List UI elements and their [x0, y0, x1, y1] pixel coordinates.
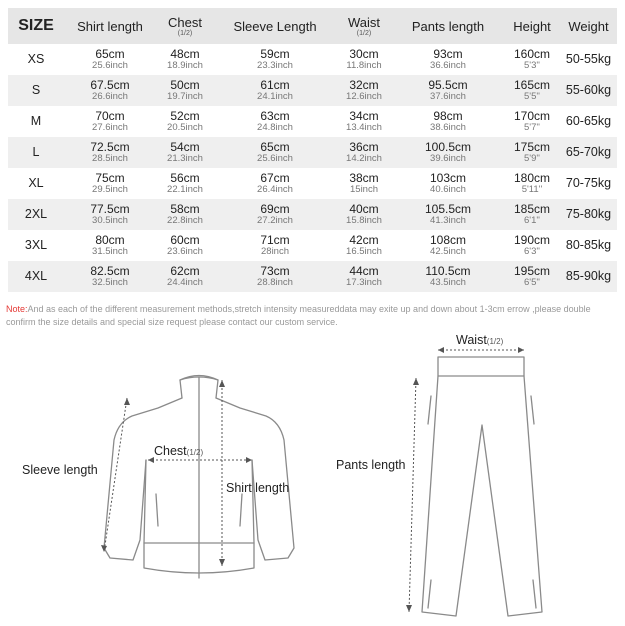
chest-cell: 54cm 21.3inch — [167, 140, 203, 165]
waist-cell: 40cm 15.8inch — [346, 202, 382, 227]
pants-cell: 100.5cm 39.6inch — [424, 140, 472, 165]
weight-cell: 50-55kg — [565, 52, 612, 67]
weight-cell: 70-75kg — [565, 176, 612, 191]
height-cell: 175cm 5'9'' — [513, 140, 551, 165]
sleeve-cell: 61cm 24.1inch — [257, 78, 293, 103]
sleeve-cell: 73cm 28.8inch — [257, 264, 293, 289]
height-cell: 160cm 5'3'' — [513, 47, 551, 72]
height-cell: 165cm 5'5'' — [513, 78, 551, 103]
waist-cell: 44cm 17.3inch — [346, 264, 382, 289]
header-shirt-length: Shirt length — [77, 18, 143, 34]
pants-drawing — [422, 357, 542, 616]
size-cell: XL — [28, 176, 44, 191]
chest-cell: 52cm 20.5inch — [167, 109, 203, 134]
chest-cell: 56cm 22.1inch — [167, 171, 203, 196]
chest-cell: 50cm 19.7inch — [167, 78, 203, 103]
shirt-cell: 75cm 29.5inch — [92, 171, 128, 196]
note-text: And as each of the different measurement methods,stretch intensity measureddata may exite up and down about 1-3cm errow ,please double confirm the size details and special size request please contact our custom service. — [6, 304, 591, 327]
height-cell: 195cm 6'5'' — [513, 264, 551, 289]
pants-cell: 110.5cm 43.5inch — [425, 264, 471, 289]
pants-cell: 93cm 36.6inch — [430, 47, 466, 72]
pants-cell: 105.5cm 41.3inch — [424, 202, 472, 227]
header-sleeve-length: Sleeve Length — [233, 18, 317, 34]
weight-cell: 75-80kg — [565, 207, 612, 222]
height-cell: 180cm 5'11'' — [513, 171, 551, 196]
waist-cell: 32cm 12.6inch — [346, 78, 382, 103]
size-cell: M — [30, 114, 42, 129]
shirt-cell: 77.5cm 30.5inch — [90, 202, 130, 227]
shirt-cell: 80cm 31.5inch — [92, 233, 128, 258]
pants-cell: 108cm 42.5inch — [429, 233, 467, 258]
height-cell: 185cm 6'1'' — [513, 202, 551, 227]
pants-cell: 98cm 38.6inch — [430, 109, 466, 134]
chest-cell: 48cm 18.9inch — [167, 47, 203, 72]
size-cell: XS — [27, 52, 45, 67]
header-weight: Weight — [568, 18, 609, 34]
weight-cell: 55-60kg — [565, 83, 612, 98]
weight-cell: 80-85kg — [565, 238, 612, 253]
pants-measure-line — [409, 378, 416, 612]
weight-cell: 65-70kg — [565, 145, 612, 160]
chest-cell: 62cm 24.4inch — [167, 264, 203, 289]
pants-length-label: Pants length — [336, 458, 406, 472]
sleeve-cell: 71cm 28inch — [260, 233, 290, 258]
sleeve-cell: 65cm 25.6inch — [257, 140, 293, 165]
waist-cell: 42cm 16.5inch — [346, 233, 382, 258]
waist-cell: 30cm 11.8inch — [346, 47, 382, 72]
height-cell: 190cm 6'3'' — [513, 233, 551, 258]
waist-cell: 36cm 14.2inch — [346, 140, 382, 165]
shirt-cell: 65cm 25.6inch — [92, 47, 128, 72]
sleeve-length-label: Sleeve length — [22, 463, 98, 477]
size-cell: 2XL — [24, 207, 48, 222]
header-chest: Chest (1/2) — [168, 14, 202, 37]
header-height: Height — [513, 18, 551, 34]
sleeve-cell: 63cm 24.8inch — [257, 109, 293, 134]
shirt-cell: 82.5cm 32.5inch — [90, 264, 130, 289]
pants-cell: 103cm 40.6inch — [429, 171, 467, 196]
chest-cell: 58cm 22.8inch — [167, 202, 203, 227]
height-cell: 170cm 5'7'' — [513, 109, 551, 134]
pants-cell: 95.5cm 37.6inch — [428, 78, 468, 103]
shirt-cell: 70cm 27.6inch — [92, 109, 128, 134]
waist-cell: 38cm 15inch — [349, 171, 379, 196]
jacket-drawing — [104, 376, 294, 579]
header-size: SIZE — [18, 17, 54, 34]
note-label: Note: — [6, 304, 28, 314]
header-pants-length: Pants length — [411, 18, 485, 34]
size-cell: 3XL — [24, 238, 48, 253]
size-cell: S — [31, 83, 41, 98]
shirt-cell: 72.5cm 28.5inch — [90, 140, 130, 165]
sleeve-cell: 59cm 23.3inch — [257, 47, 293, 72]
waist-label: Waist(1/2) — [456, 333, 504, 347]
size-cell: 4XL — [24, 269, 48, 284]
shirt-cell: 67.5cm 26.6inch — [90, 78, 130, 103]
chest-label: Chest(1/2) — [154, 444, 204, 458]
sleeve-cell: 67cm 26.4inch — [257, 171, 293, 196]
waist-cell: 34cm 13.4inch — [346, 109, 382, 134]
size-cell: L — [32, 145, 40, 160]
shirt-length-label: Shirt length — [226, 481, 290, 495]
sleeve-cell: 69cm 27.2inch — [257, 202, 293, 227]
chest-cell: 60cm 23.6inch — [167, 233, 203, 258]
header-waist: Waist (1/2) — [347, 14, 381, 37]
weight-cell: 85-90kg — [565, 269, 612, 284]
weight-cell: 60-65kg — [565, 114, 612, 129]
